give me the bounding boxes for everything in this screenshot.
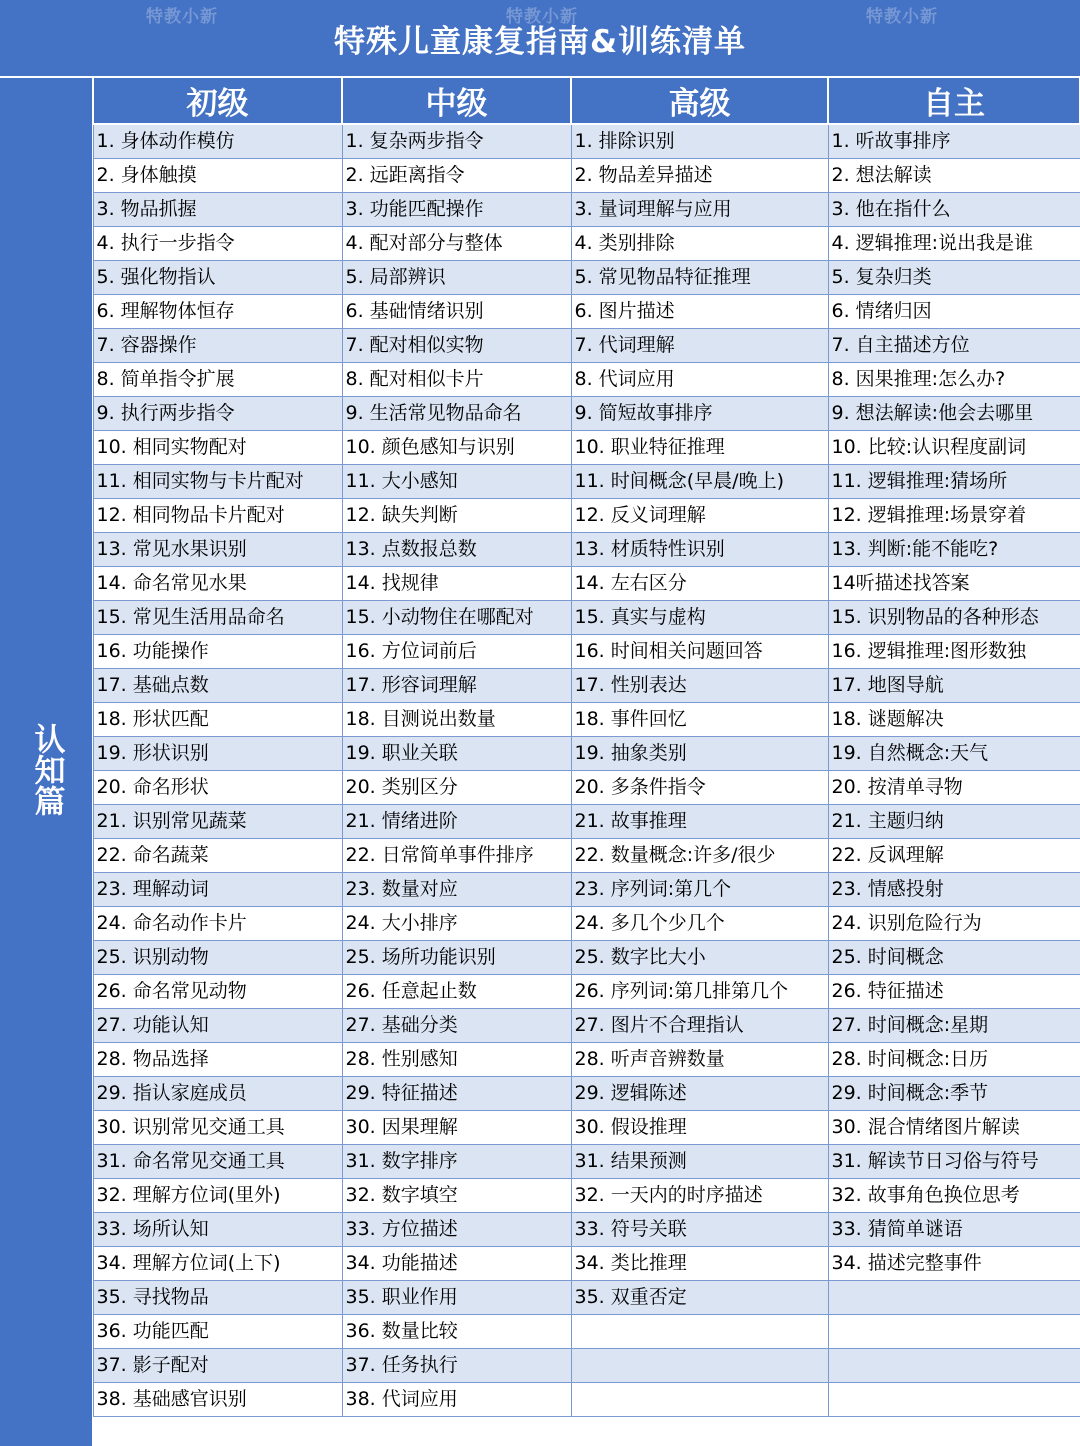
table-cell bbox=[571, 1349, 828, 1383]
category-side-panel bbox=[0, 76, 92, 1446]
table-cell: 33. 场所认知 bbox=[93, 1213, 342, 1247]
table-cell: 23. 理解动词 bbox=[93, 873, 342, 907]
table-cell: 16. 逻辑推理:图形数独 bbox=[828, 635, 1080, 669]
table-cell: 10. 职业特征推理 bbox=[571, 431, 828, 465]
table-body bbox=[93, 124, 1080, 1417]
header-row bbox=[93, 77, 1080, 124]
table-cell: 35. 寻找物品 bbox=[93, 1281, 342, 1315]
table-cell: 14. 找规律 bbox=[342, 567, 571, 601]
table-cell: 14. 左右区分 bbox=[571, 567, 828, 601]
table-cell: 3. 量词理解与应用 bbox=[571, 193, 828, 227]
table-cell: 6. 情绪归因 bbox=[828, 295, 1080, 329]
table-row bbox=[93, 771, 1080, 805]
table-cell: 29. 指认家庭成员 bbox=[93, 1077, 342, 1111]
table-cell: 18. 目测说出数量 bbox=[342, 703, 571, 737]
table-cell: 13. 材质特性识别 bbox=[571, 533, 828, 567]
table-cell: 20. 多条件指令 bbox=[571, 771, 828, 805]
table-cell: 13. 常见水果识别 bbox=[93, 533, 342, 567]
table-row bbox=[93, 1315, 1080, 1349]
page-title: 特殊儿童康复指南&训练清单 bbox=[333, 23, 747, 60]
table-cell: 25. 数字比大小 bbox=[571, 941, 828, 975]
table-cell: 11. 逻辑推理:猜场所 bbox=[828, 465, 1080, 499]
table-cell: 30. 因果理解 bbox=[342, 1111, 571, 1145]
table-cell: 19. 自然概念:天气 bbox=[828, 737, 1080, 771]
table-cell: 37. 任务执行 bbox=[342, 1349, 571, 1383]
table-cell: 34. 描述完整事件 bbox=[828, 1247, 1080, 1281]
table-cell: 20. 命名形状 bbox=[93, 771, 342, 805]
table-cell: 19. 形状识别 bbox=[93, 737, 342, 771]
table-cell: 21. 主题归纳 bbox=[828, 805, 1080, 839]
table-row bbox=[93, 397, 1080, 431]
table-cell: 13. 判断:能不能吃? bbox=[828, 533, 1080, 567]
table-cell: 32. 一天内的时序描述 bbox=[571, 1179, 828, 1213]
table-row bbox=[93, 873, 1080, 907]
table-cell: 11. 大小感知 bbox=[342, 465, 571, 499]
table-cell: 34. 理解方位词(上下) bbox=[93, 1247, 342, 1281]
table-cell: 27. 功能认知 bbox=[93, 1009, 342, 1043]
table-cell: 35. 双重否定 bbox=[571, 1281, 828, 1315]
table-row bbox=[93, 193, 1080, 227]
table-row bbox=[93, 1145, 1080, 1179]
table-cell: 14. 命名常见水果 bbox=[93, 567, 342, 601]
table-cell: 3. 他在指什么 bbox=[828, 193, 1080, 227]
table-row bbox=[93, 227, 1080, 261]
table-cell: 18. 形状匹配 bbox=[93, 703, 342, 737]
table-row bbox=[93, 329, 1080, 363]
table-row bbox=[93, 567, 1080, 601]
table-cell: 26. 特征描述 bbox=[828, 975, 1080, 1009]
table-cell bbox=[828, 1315, 1080, 1349]
table-row bbox=[93, 1043, 1080, 1077]
table-cell: 6. 图片描述 bbox=[571, 295, 828, 329]
table-cell: 10. 颜色感知与识别 bbox=[342, 431, 571, 465]
table-cell: 3. 物品抓握 bbox=[93, 193, 342, 227]
table-row bbox=[93, 1111, 1080, 1145]
table-cell: 25. 识别动物 bbox=[93, 941, 342, 975]
table-cell: 5. 局部辨识 bbox=[342, 261, 571, 295]
column-header-beginner: 初级 bbox=[93, 77, 342, 124]
table-cell: 20. 按清单寻物 bbox=[828, 771, 1080, 805]
table-cell: 19. 抽象类别 bbox=[571, 737, 828, 771]
table-cell: 38. 代词应用 bbox=[342, 1383, 571, 1417]
table-cell: 32. 故事角色换位思考 bbox=[828, 1179, 1080, 1213]
table-row bbox=[93, 635, 1080, 669]
table-row bbox=[93, 703, 1080, 737]
table-cell: 25. 时间概念 bbox=[828, 941, 1080, 975]
table-cell: 8. 代词应用 bbox=[571, 363, 828, 397]
table-row bbox=[93, 1213, 1080, 1247]
table-cell: 15. 小动物住在哪配对 bbox=[342, 601, 571, 635]
table-cell: 12. 反义词理解 bbox=[571, 499, 828, 533]
table-row bbox=[93, 941, 1080, 975]
table-cell: 7. 配对相似实物 bbox=[342, 329, 571, 363]
table-cell: 2. 身体触摸 bbox=[93, 159, 342, 193]
table-cell: 9. 执行两步指令 bbox=[93, 397, 342, 431]
table-cell: 1. 复杂两步指令 bbox=[342, 124, 571, 159]
table-cell: 23. 序列词:第几个 bbox=[571, 873, 828, 907]
table-cell: 9. 想法解读:他会去哪里 bbox=[828, 397, 1080, 431]
table-cell: 29. 逻辑陈述 bbox=[571, 1077, 828, 1111]
table-cell: 9. 简短故事排序 bbox=[571, 397, 828, 431]
table-cell bbox=[828, 1349, 1080, 1383]
table-cell: 13. 点数报总数 bbox=[342, 533, 571, 567]
table-cell: 34. 功能描述 bbox=[342, 1247, 571, 1281]
table-cell: 38. 基础感官识别 bbox=[93, 1383, 342, 1417]
table-cell: 24. 大小排序 bbox=[342, 907, 571, 941]
table-cell: 16. 功能操作 bbox=[93, 635, 342, 669]
table-cell bbox=[828, 1383, 1080, 1417]
table-cell bbox=[571, 1383, 828, 1417]
table-cell: 26. 命名常见动物 bbox=[93, 975, 342, 1009]
table-cell: 16. 方位词前后 bbox=[342, 635, 571, 669]
table-cell: 12. 相同物品卡片配对 bbox=[93, 499, 342, 533]
table-cell: 21. 识别常见蔬菜 bbox=[93, 805, 342, 839]
table-cell: 17. 性别表达 bbox=[571, 669, 828, 703]
table-cell: 26. 任意起止数 bbox=[342, 975, 571, 1009]
table-cell: 5. 常见物品特征推理 bbox=[571, 261, 828, 295]
table-cell: 7. 代词理解 bbox=[571, 329, 828, 363]
table-cell: 24. 多几个少几个 bbox=[571, 907, 828, 941]
table-cell: 28. 性别感知 bbox=[342, 1043, 571, 1077]
table-cell: 23. 情感投射 bbox=[828, 873, 1080, 907]
table-cell: 37. 影子配对 bbox=[93, 1349, 342, 1383]
table-cell: 15. 常见生活用品命名 bbox=[93, 601, 342, 635]
table-row bbox=[93, 1179, 1080, 1213]
table-cell: 27. 基础分类 bbox=[342, 1009, 571, 1043]
table-cell: 27. 图片不合理指认 bbox=[571, 1009, 828, 1043]
table-row bbox=[93, 975, 1080, 1009]
table-cell: 21. 情绪进阶 bbox=[342, 805, 571, 839]
table-cell: 3. 功能匹配操作 bbox=[342, 193, 571, 227]
table-cell: 1. 排除识别 bbox=[571, 124, 828, 159]
table-cell: 30. 混合情绪图片解读 bbox=[828, 1111, 1080, 1145]
table-row bbox=[93, 1383, 1080, 1417]
table-cell: 25. 场所功能识别 bbox=[342, 941, 571, 975]
table-cell: 2. 物品差异描述 bbox=[571, 159, 828, 193]
table-cell: 18. 事件回忆 bbox=[571, 703, 828, 737]
table-cell: 16. 时间相关问题回答 bbox=[571, 635, 828, 669]
watermark-text: 特教小新 bbox=[506, 7, 578, 27]
table-cell: 1. 身体动作模仿 bbox=[93, 124, 342, 159]
table-cell: 6. 理解物体恒存 bbox=[93, 295, 342, 329]
table-row bbox=[93, 1077, 1080, 1111]
table-cell: 30. 假设推理 bbox=[571, 1111, 828, 1145]
column-header-intermediate: 中级 bbox=[342, 77, 571, 124]
table-cell: 6. 基础情绪识别 bbox=[342, 295, 571, 329]
table-cell: 31. 结果预测 bbox=[571, 1145, 828, 1179]
table-cell: 12. 缺失判断 bbox=[342, 499, 571, 533]
table-cell: 5. 强化物指认 bbox=[93, 261, 342, 295]
training-table bbox=[92, 76, 1080, 1417]
table-cell: 22. 日常简单事件排序 bbox=[342, 839, 571, 873]
table-cell: 19. 职业关联 bbox=[342, 737, 571, 771]
table-row bbox=[93, 363, 1080, 397]
table-cell: 2. 想法解读 bbox=[828, 159, 1080, 193]
watermark-text: 特教小新 bbox=[866, 7, 938, 27]
table-cell: 32. 理解方位词(里外) bbox=[93, 1179, 342, 1213]
table-row bbox=[93, 261, 1080, 295]
table-cell: 17. 地图导航 bbox=[828, 669, 1080, 703]
table-cell bbox=[571, 1315, 828, 1349]
table-cell: 22. 命名蔬菜 bbox=[93, 839, 342, 873]
table-cell: 33. 方位描述 bbox=[342, 1213, 571, 1247]
table-cell: 10. 比较:认识程度副词 bbox=[828, 431, 1080, 465]
table-cell: 35. 职业作用 bbox=[342, 1281, 571, 1315]
table-row bbox=[93, 839, 1080, 873]
table-cell: 7. 容器操作 bbox=[93, 329, 342, 363]
table-cell: 4. 配对部分与整体 bbox=[342, 227, 571, 261]
table-cell: 9. 生活常见物品命名 bbox=[342, 397, 571, 431]
watermark-text: 特教小新 bbox=[146, 7, 218, 27]
table-cell: 11. 时间概念(早晨/晚上) bbox=[571, 465, 828, 499]
table-cell: 33. 猜简单谜语 bbox=[828, 1213, 1080, 1247]
table-cell: 7. 自主描述方位 bbox=[828, 329, 1080, 363]
table-cell: 30. 识别常见交通工具 bbox=[93, 1111, 342, 1145]
table-cell: 36. 数量比较 bbox=[342, 1315, 571, 1349]
column-header-advanced: 高级 bbox=[571, 77, 828, 124]
table-cell: 22. 数量概念:许多/很少 bbox=[571, 839, 828, 873]
table-cell: 20. 类别区分 bbox=[342, 771, 571, 805]
table-cell: 27. 时间概念:星期 bbox=[828, 1009, 1080, 1043]
table-cell: 11. 相同实物与卡片配对 bbox=[93, 465, 342, 499]
table-cell: 33. 符号关联 bbox=[571, 1213, 828, 1247]
table-cell: 8. 简单指令扩展 bbox=[93, 363, 342, 397]
table-row bbox=[93, 907, 1080, 941]
table-cell: 31. 解读节日习俗与符号 bbox=[828, 1145, 1080, 1179]
table-cell: 15. 识别物品的各种形态 bbox=[828, 601, 1080, 635]
table-row bbox=[93, 159, 1080, 193]
table-cell: 28. 时间概念:日历 bbox=[828, 1043, 1080, 1077]
table-cell: 32. 数字填空 bbox=[342, 1179, 571, 1213]
table-cell: 17. 形容词理解 bbox=[342, 669, 571, 703]
table-cell bbox=[828, 1281, 1080, 1315]
table-row bbox=[93, 465, 1080, 499]
title-bar bbox=[0, 0, 1080, 76]
category-label: 认知篇 bbox=[28, 722, 65, 816]
table-cell: 28. 听声音辨数量 bbox=[571, 1043, 828, 1077]
table-row bbox=[93, 499, 1080, 533]
table-row bbox=[93, 1247, 1080, 1281]
table-row bbox=[93, 1349, 1080, 1383]
table-cell: 4. 执行一步指令 bbox=[93, 227, 342, 261]
table-cell: 15. 真实与虚构 bbox=[571, 601, 828, 635]
table-cell: 24. 识别危险行为 bbox=[828, 907, 1080, 941]
table-cell: 10. 相同实物配对 bbox=[93, 431, 342, 465]
table-cell: 18. 谜题解决 bbox=[828, 703, 1080, 737]
table-row bbox=[93, 805, 1080, 839]
table-cell: 23. 数量对应 bbox=[342, 873, 571, 907]
table-cell: 21. 故事推理 bbox=[571, 805, 828, 839]
table-row bbox=[93, 295, 1080, 329]
table-cell: 1. 听故事排序 bbox=[828, 124, 1080, 159]
table-row bbox=[93, 601, 1080, 635]
table-cell: 28. 物品选择 bbox=[93, 1043, 342, 1077]
table-row bbox=[93, 124, 1080, 159]
table-row bbox=[93, 1009, 1080, 1043]
table-row bbox=[93, 431, 1080, 465]
table-cell: 2. 远距离指令 bbox=[342, 159, 571, 193]
table-cell: 4. 类别排除 bbox=[571, 227, 828, 261]
table-cell: 4. 逻辑推理:说出我是谁 bbox=[828, 227, 1080, 261]
table-cell: 29. 时间概念:季节 bbox=[828, 1077, 1080, 1111]
table-row bbox=[93, 1281, 1080, 1315]
table-cell: 24. 命名动作卡片 bbox=[93, 907, 342, 941]
table-cell: 14听描述找答案 bbox=[828, 567, 1080, 601]
table-row bbox=[93, 669, 1080, 703]
table-cell: 12. 逻辑推理:场景穿着 bbox=[828, 499, 1080, 533]
table-cell: 8. 因果推理:怎么办? bbox=[828, 363, 1080, 397]
table-cell: 31. 命名常见交通工具 bbox=[93, 1145, 342, 1179]
table-cell: 8. 配对相似卡片 bbox=[342, 363, 571, 397]
table-row bbox=[93, 737, 1080, 771]
table-row bbox=[93, 533, 1080, 567]
table-cell: 17. 基础点数 bbox=[93, 669, 342, 703]
table-cell: 26. 序列词:第几排第几个 bbox=[571, 975, 828, 1009]
table-cell: 29. 特征描述 bbox=[342, 1077, 571, 1111]
table-cell: 34. 类比推理 bbox=[571, 1247, 828, 1281]
table-cell: 5. 复杂归类 bbox=[828, 261, 1080, 295]
table-cell: 31. 数字排序 bbox=[342, 1145, 571, 1179]
table-cell: 22. 反讽理解 bbox=[828, 839, 1080, 873]
table-cell: 36. 功能匹配 bbox=[93, 1315, 342, 1349]
column-header-independent: 自主 bbox=[828, 77, 1080, 124]
